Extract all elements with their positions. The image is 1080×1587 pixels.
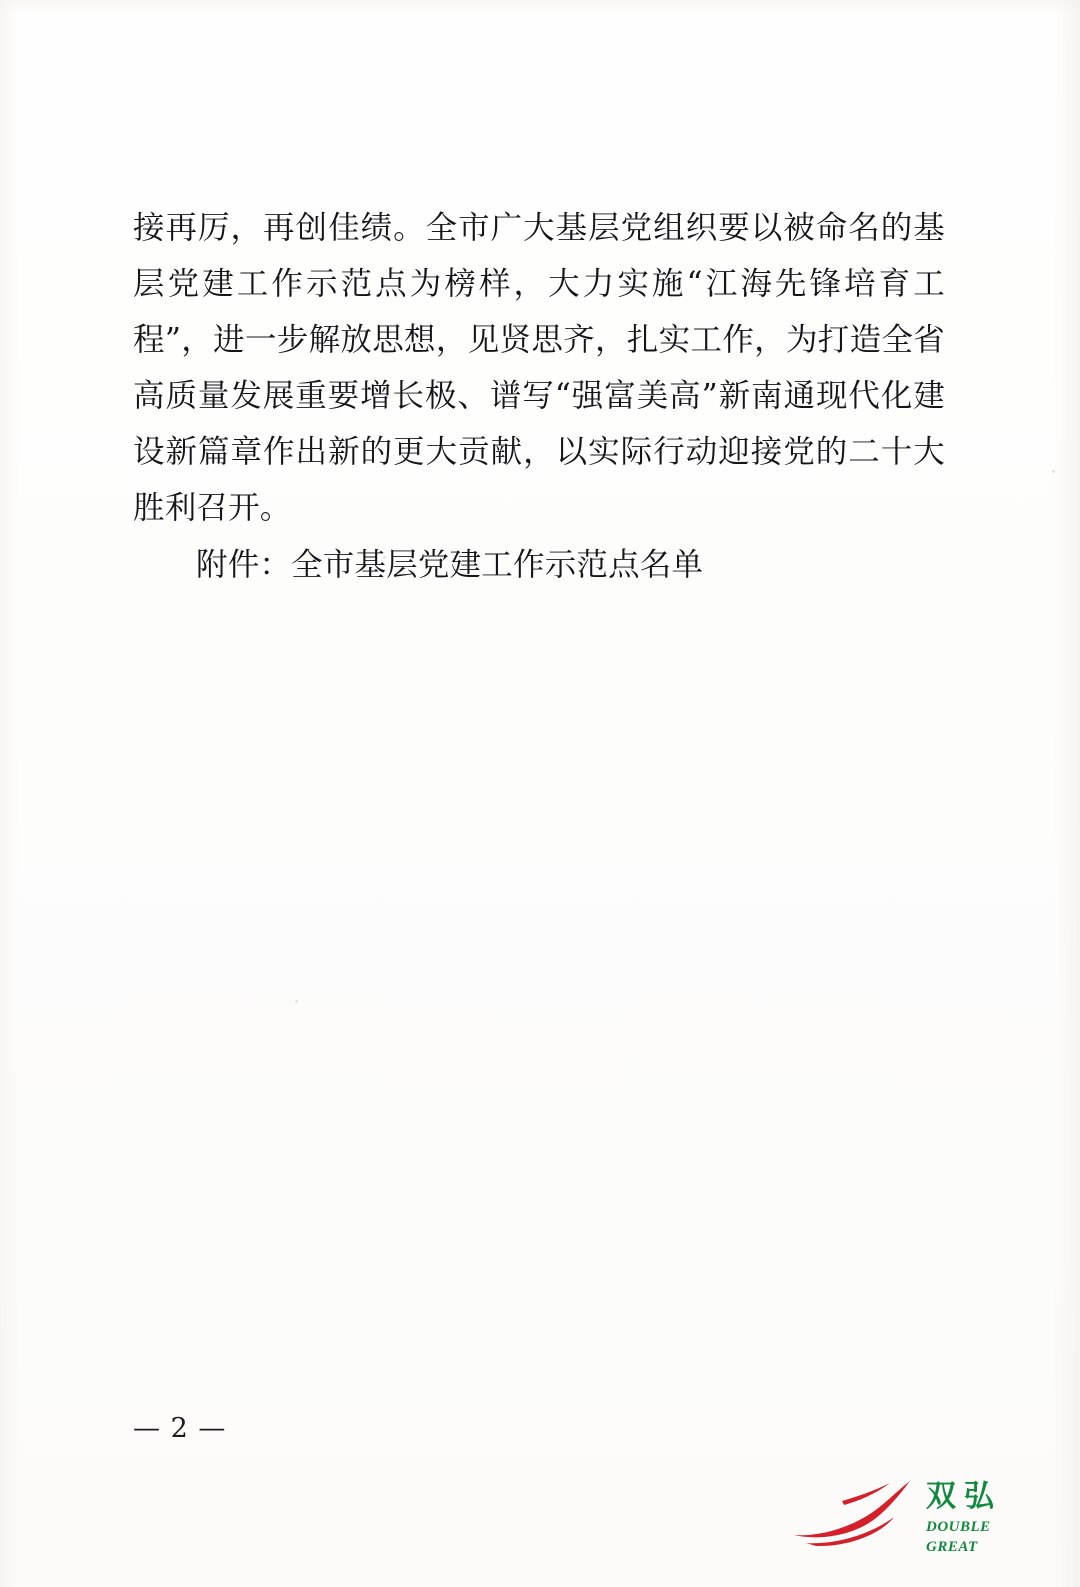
attachment-line: 附件：全市基层党建工作示范点名单 [196,546,704,583]
body-paragraph: 接再厉，再创佳绩。全市广大基层党组织要以被命名的基层党建工作示范点为榜样，大力实施“江海先锋培育工程”，进一步解放思想，见贤思齐，扎实工作，为打造全省高质量发展重要增长极、谱写“强富美高”新南通现代化建设新篇章作出新的更大贡献，以实际行动迎接党的二十大胜利召开。 [133,209,945,526]
swoosh-icon [790,1477,920,1547]
logo-wordmark [926,1479,1036,1557]
scan-speck [295,1000,298,1003]
scan-speck [1052,470,1055,473]
page-edge-shadow-left [0,0,18,1587]
page-number: — 2 — [133,1413,227,1444]
logo-english-name: DOUBLE GREAT [926,1519,991,1555]
logo-chinese-name: 双弘 [926,1479,1002,1514]
page-edge-shadow-right [1054,0,1080,1587]
company-logo [790,1473,1040,1559]
page-edge-shadow-top [0,0,1080,16]
